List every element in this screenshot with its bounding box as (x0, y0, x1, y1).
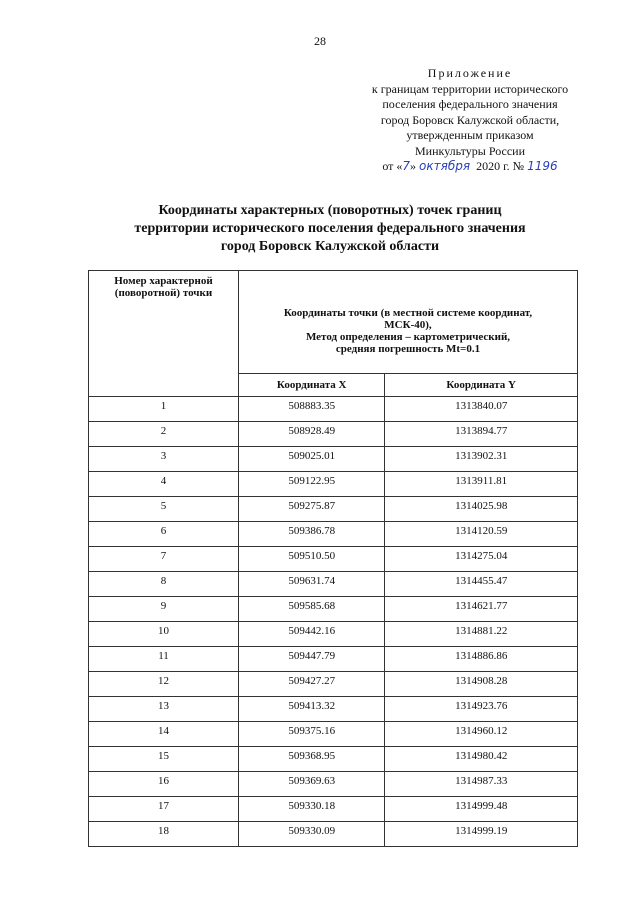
date-prefix: от « (382, 159, 403, 173)
coordinate-y-cell: 1314980.42 (385, 747, 578, 772)
appendix-line: Минкультуры России (415, 143, 525, 158)
header-text: Метод определения – картометрический, (305, 331, 511, 343)
coordinate-x-cell: 509330.09 (239, 822, 385, 847)
header-text: МСК-40), (384, 319, 432, 331)
coordinate-y-cell: 1314455.47 (385, 572, 578, 597)
point-number-cell: 3 (89, 447, 239, 472)
table-row (89, 797, 578, 822)
coordinate-x-cell: 509368.95 (239, 747, 385, 772)
coordinate-x-cell: 509330.18 (239, 797, 385, 822)
point-number-cell: 12 (89, 672, 239, 697)
table-row (89, 722, 578, 747)
coordinates-table (88, 270, 578, 847)
coordinate-y-cell: 1314025.98 (385, 497, 578, 522)
coordinate-y-cell: 1314881.22 (385, 622, 578, 647)
point-number-cell: 4 (89, 472, 239, 497)
coordinate-x-cell: 509413.32 (239, 697, 385, 722)
coordinate-x-cell: 509631.74 (239, 572, 385, 597)
table-row (89, 547, 578, 572)
header-coordinate-x: Координата X (239, 374, 385, 397)
handwritten-month: октября (419, 159, 471, 173)
coordinate-y-cell: 1314923.76 (385, 697, 578, 722)
point-number-cell: 1 (89, 397, 239, 422)
appendix-block (350, 66, 590, 175)
coordinate-y-cell: 1314621.77 (385, 597, 578, 622)
table-row (89, 447, 578, 472)
table-row (89, 572, 578, 597)
header-coordinates (239, 271, 578, 374)
appendix-line: к границам территории исторического (371, 81, 569, 96)
point-number-cell: 11 (89, 647, 239, 672)
coordinate-x-cell: 508883.35 (239, 397, 385, 422)
table-row (89, 822, 578, 847)
date-year: 2020 г. № (476, 159, 525, 173)
coordinate-x-cell: 509585.68 (239, 597, 385, 622)
coordinate-y-cell: 1313894.77 (385, 422, 578, 447)
coordinate-x-cell: 509510.50 (239, 547, 385, 572)
date-mid: » (410, 159, 417, 173)
appendix-line: город Боровск Калужской области, (380, 112, 560, 127)
table-row (89, 697, 578, 722)
table-row (89, 672, 578, 697)
point-number-cell: 18 (89, 822, 239, 847)
coordinate-x-cell: 509122.95 (239, 472, 385, 497)
point-number-cell: 7 (89, 547, 239, 572)
header-text: Координаты точки (в местной системе координат, (283, 307, 533, 319)
coordinate-x-cell: 509275.87 (239, 497, 385, 522)
header-text: средняя погрешность Mt=0.1 (335, 343, 481, 355)
title-line: город Боровск Калужской области (220, 239, 440, 254)
handwritten-order-number: 1196 (527, 159, 558, 173)
appendix-line: утвержденным приказом (406, 128, 534, 142)
point-number-cell: 10 (89, 622, 239, 647)
point-number-cell: 2 (89, 422, 239, 447)
coordinate-y-cell: 1314886.86 (385, 647, 578, 672)
coordinate-y-cell: 1313911.81 (385, 472, 578, 497)
table-row (89, 472, 578, 497)
header-point-number (89, 271, 239, 397)
point-number-cell: 8 (89, 572, 239, 597)
point-number-cell: 15 (89, 747, 239, 772)
coordinate-y-cell: 1314999.19 (385, 822, 578, 847)
handwritten-day: 7 (402, 159, 411, 173)
table-body (89, 397, 578, 847)
point-number-cell: 9 (89, 597, 239, 622)
page-number: 28 (314, 34, 326, 48)
coordinate-x-cell: 509427.27 (239, 672, 385, 697)
table-row (89, 397, 578, 422)
point-number-cell: 5 (89, 497, 239, 522)
coordinate-x-cell: 509369.63 (239, 772, 385, 797)
coordinate-y-cell: 1314960.12 (385, 722, 578, 747)
coordinate-y-cell: 1314987.33 (385, 772, 578, 797)
coordinate-x-cell: 509375.16 (239, 722, 385, 747)
coordinate-y-cell: 1314908.28 (385, 672, 578, 697)
coordinate-x-cell: 509442.16 (239, 622, 385, 647)
table-row (89, 497, 578, 522)
title-line: территории исторического поселения федерального значения (134, 221, 526, 236)
header-text: Номер характерной (114, 275, 213, 287)
document-title (120, 202, 540, 256)
coordinate-y-cell: 1314999.48 (385, 797, 578, 822)
coordinate-y-cell: 1313902.31 (385, 447, 578, 472)
coordinate-y-cell: 1313840.07 (385, 397, 578, 422)
table-row (89, 647, 578, 672)
table-row (89, 747, 578, 772)
table-row (89, 522, 578, 547)
point-number-cell: 16 (89, 772, 239, 797)
table-row (89, 597, 578, 622)
coordinate-x-cell: 509025.01 (239, 447, 385, 472)
table-row (89, 422, 578, 447)
appendix-line: поселения федерального значения (382, 97, 558, 111)
coordinate-y-cell: 1314275.04 (385, 547, 578, 572)
title-line: Координаты характерных (поворотных) точек границ (158, 203, 502, 218)
coordinate-x-cell: 509447.79 (239, 647, 385, 672)
point-number-cell: 13 (89, 697, 239, 722)
appendix-date-line (350, 159, 590, 175)
appendix-heading: Приложение (427, 66, 513, 80)
table-row (89, 772, 578, 797)
point-number-cell: 6 (89, 522, 239, 547)
header-coordinate-y: Координата Y (385, 374, 578, 397)
header-text: (поворотной) точки (114, 287, 213, 299)
coordinate-y-cell: 1314120.59 (385, 522, 578, 547)
coordinate-x-cell: 508928.49 (239, 422, 385, 447)
point-number-cell: 17 (89, 797, 239, 822)
table-row (89, 622, 578, 647)
coordinate-x-cell: 509386.78 (239, 522, 385, 547)
point-number-cell: 14 (89, 722, 239, 747)
